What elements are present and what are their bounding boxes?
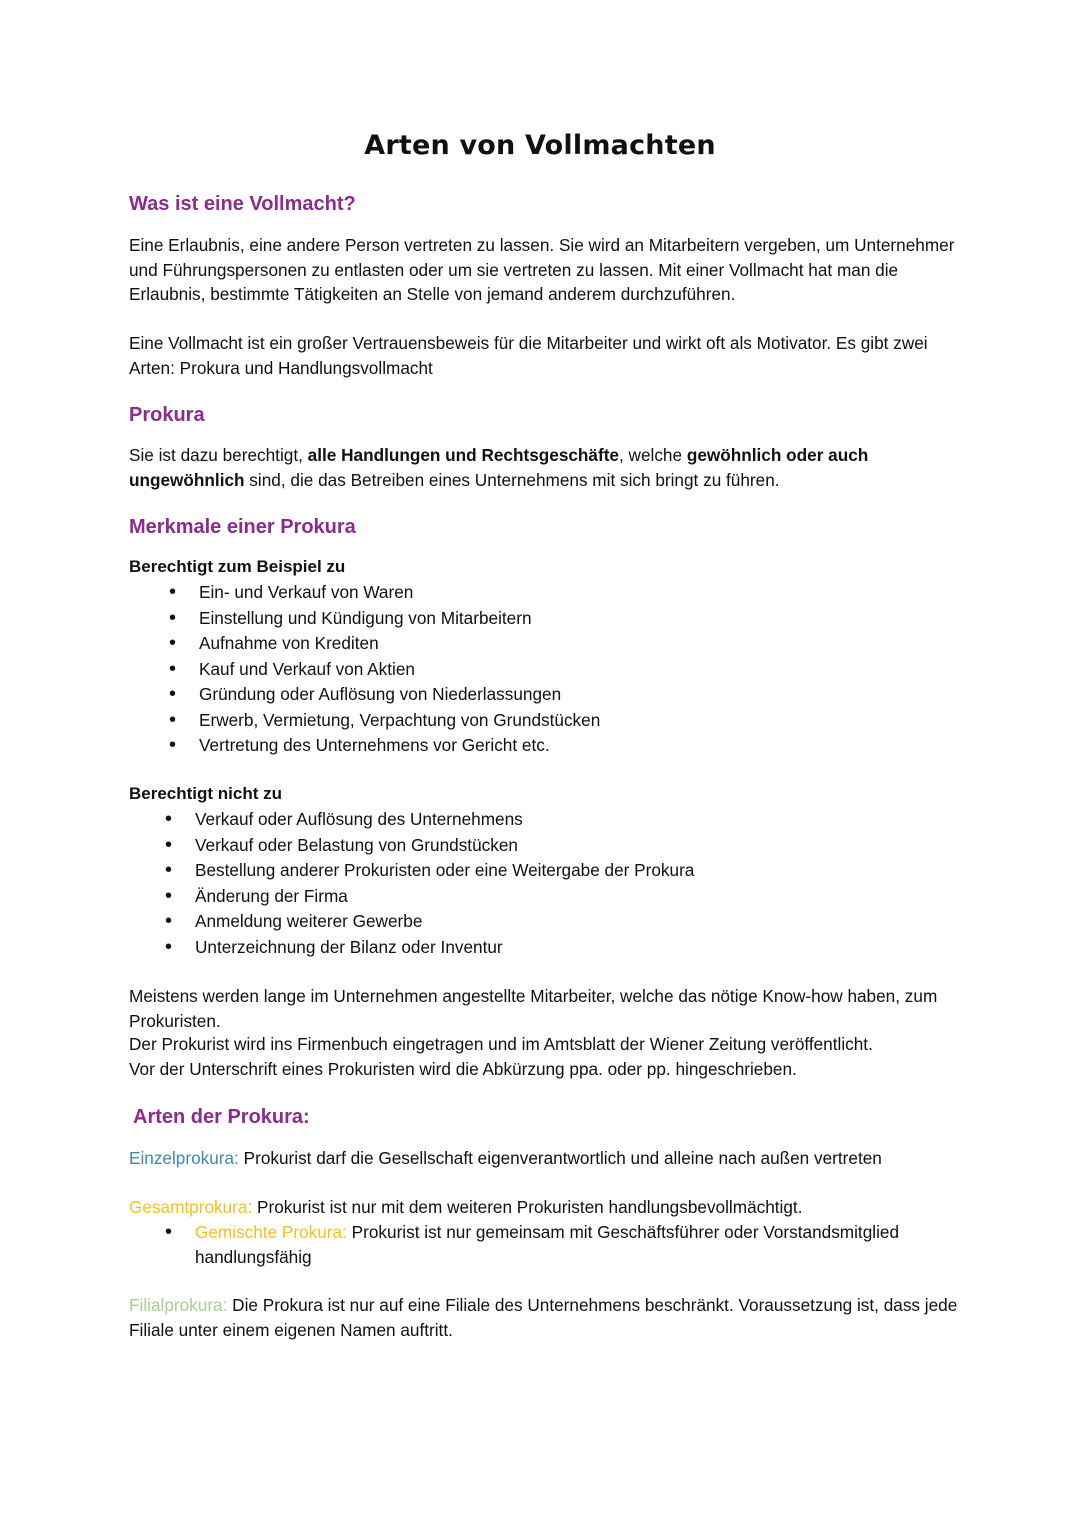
paragraph-filialprokura: Filialprokura: Die Prokura ist nur auf eine Filiale des Unternehmens beschränkt. Voraussetzung ist, dass jede Filiale unter einem eigenen Namen auftritt. bbox=[129, 1295, 958, 1340]
paragraph-gesamtprokura: Gesamtprokura: Prokurist ist nur mit dem weiteren Prokuristen handlungsbevollmächtigt. bbox=[129, 1197, 803, 1217]
list-gemischte-prokura bbox=[165, 1220, 965, 1269]
list-item: • Unterzeichnung der Bilanz oder Inventur bbox=[165, 935, 694, 961]
list-berechtigt-zu bbox=[169, 580, 600, 759]
list-item: • Gründung oder Auflösung von Niederlassungen bbox=[169, 682, 600, 708]
paragraph-einzelprokura: Einzelprokura: Prokurist darf die Gesellschaft eigenverantwortlich und alleine nach außen vertreten bbox=[129, 1148, 882, 1168]
list-item: • Ein- und Verkauf von Waren bbox=[169, 580, 600, 606]
list-item: • Änderung der Firma bbox=[165, 884, 694, 910]
list-item: • Aufnahme von Krediten bbox=[169, 631, 600, 657]
list-item: • Verkauf oder Belastung von Grundstücken bbox=[165, 833, 694, 859]
list-item: • Vertretung des Unternehmens vor Gericht etc. bbox=[169, 733, 600, 759]
label-filialprokura: Filialprokura: bbox=[129, 1295, 228, 1315]
paragraph-prokura-definition: Sie ist dazu berechtigt, alle Handlungen und Rechtsgeschäfte, welche gewöhnlich oder auch ungewöhnlich sind, die das Betreiben eines Unternehmens mit sich bringt zu führen. bbox=[129, 445, 869, 490]
paragraph-vollmacht-vertrauen: Eine Vollmacht ist ein großer Vertrauensbeweis für die Mitarbeiter und wirkt oft als Motivator. Es gibt zwei Arten: Prokura und Handlungsvollmacht bbox=[129, 333, 928, 378]
paragraph-unterschrift: Vor der Unterschrift eines Prokuristen wird die Abkürzung ppa. oder pp. hingeschrieben. bbox=[129, 1059, 797, 1079]
list-item: • Verkauf oder Auflösung des Unternehmens bbox=[165, 807, 694, 833]
list-item: • Kauf und Verkauf von Aktien bbox=[169, 657, 600, 683]
document-title: Arten von Vollmachten bbox=[364, 130, 716, 161]
heading-was-ist-vollmacht: Was ist eine Vollmacht? bbox=[129, 193, 356, 215]
list-item: • Bestellung anderer Prokuristen oder eine Weitergabe der Prokura bbox=[165, 858, 694, 884]
label-gesamtprokura: Gesamtprokura: bbox=[129, 1197, 253, 1217]
heading-arten-prokura: Arten der Prokura: bbox=[133, 1106, 310, 1128]
heading-prokura: Prokura bbox=[129, 404, 205, 426]
list-item: • Anmeldung weiterer Gewerbe bbox=[165, 909, 694, 935]
list-item: • Erwerb, Vermietung, Verpachtung von Grundstücken bbox=[169, 708, 600, 734]
list-item: • Einstellung und Kündigung von Mitarbeitern bbox=[169, 606, 600, 632]
label-einzelprokura: Einzelprokura: bbox=[129, 1148, 239, 1168]
paragraph-vollmacht-definition: Eine Erlaubnis, eine andere Person vertreten zu lassen. Sie wird an Mitarbeitern vergeben, um Unternehmer und Führungspersonen zu entlasten oder um sie vertreten zu lassen. Mit einer Vollmacht hat man die Erlaubnis, bestimmte Tätigkeiten an Stelle von jemand anderem durchzuführen. bbox=[129, 235, 955, 304]
paragraph-firmenbuch: Der Prokurist wird ins Firmenbuch eingetragen und im Amtsblatt der Wiener Zeitung veröffentlicht. bbox=[129, 1034, 873, 1054]
heading-merkmale-prokura: Merkmale einer Prokura bbox=[129, 516, 356, 538]
list-item: Gemischte Prokura: Prokurist ist nur gemeinsam mit Geschäftsführer oder Vorstandsmitglied handlungsfähig bbox=[195, 1222, 900, 1267]
list-berechtigt-nicht-zu bbox=[165, 807, 694, 960]
paragraph-prokurist-auswahl: Meistens werden lange im Unternehmen angestellte Mitarbeiter, welche das nötige Know-how haben, zum Prokuristen. bbox=[129, 986, 938, 1031]
label-gemischte-prokura: Gemischte Prokura: bbox=[195, 1222, 347, 1242]
subheading-berechtigt-nicht-zu: Berechtigt nicht zu bbox=[129, 784, 283, 803]
bullet-icon: • bbox=[165, 1221, 173, 1243]
subheading-berechtigt-zu: Berechtigt zum Beispiel zu bbox=[129, 557, 346, 576]
